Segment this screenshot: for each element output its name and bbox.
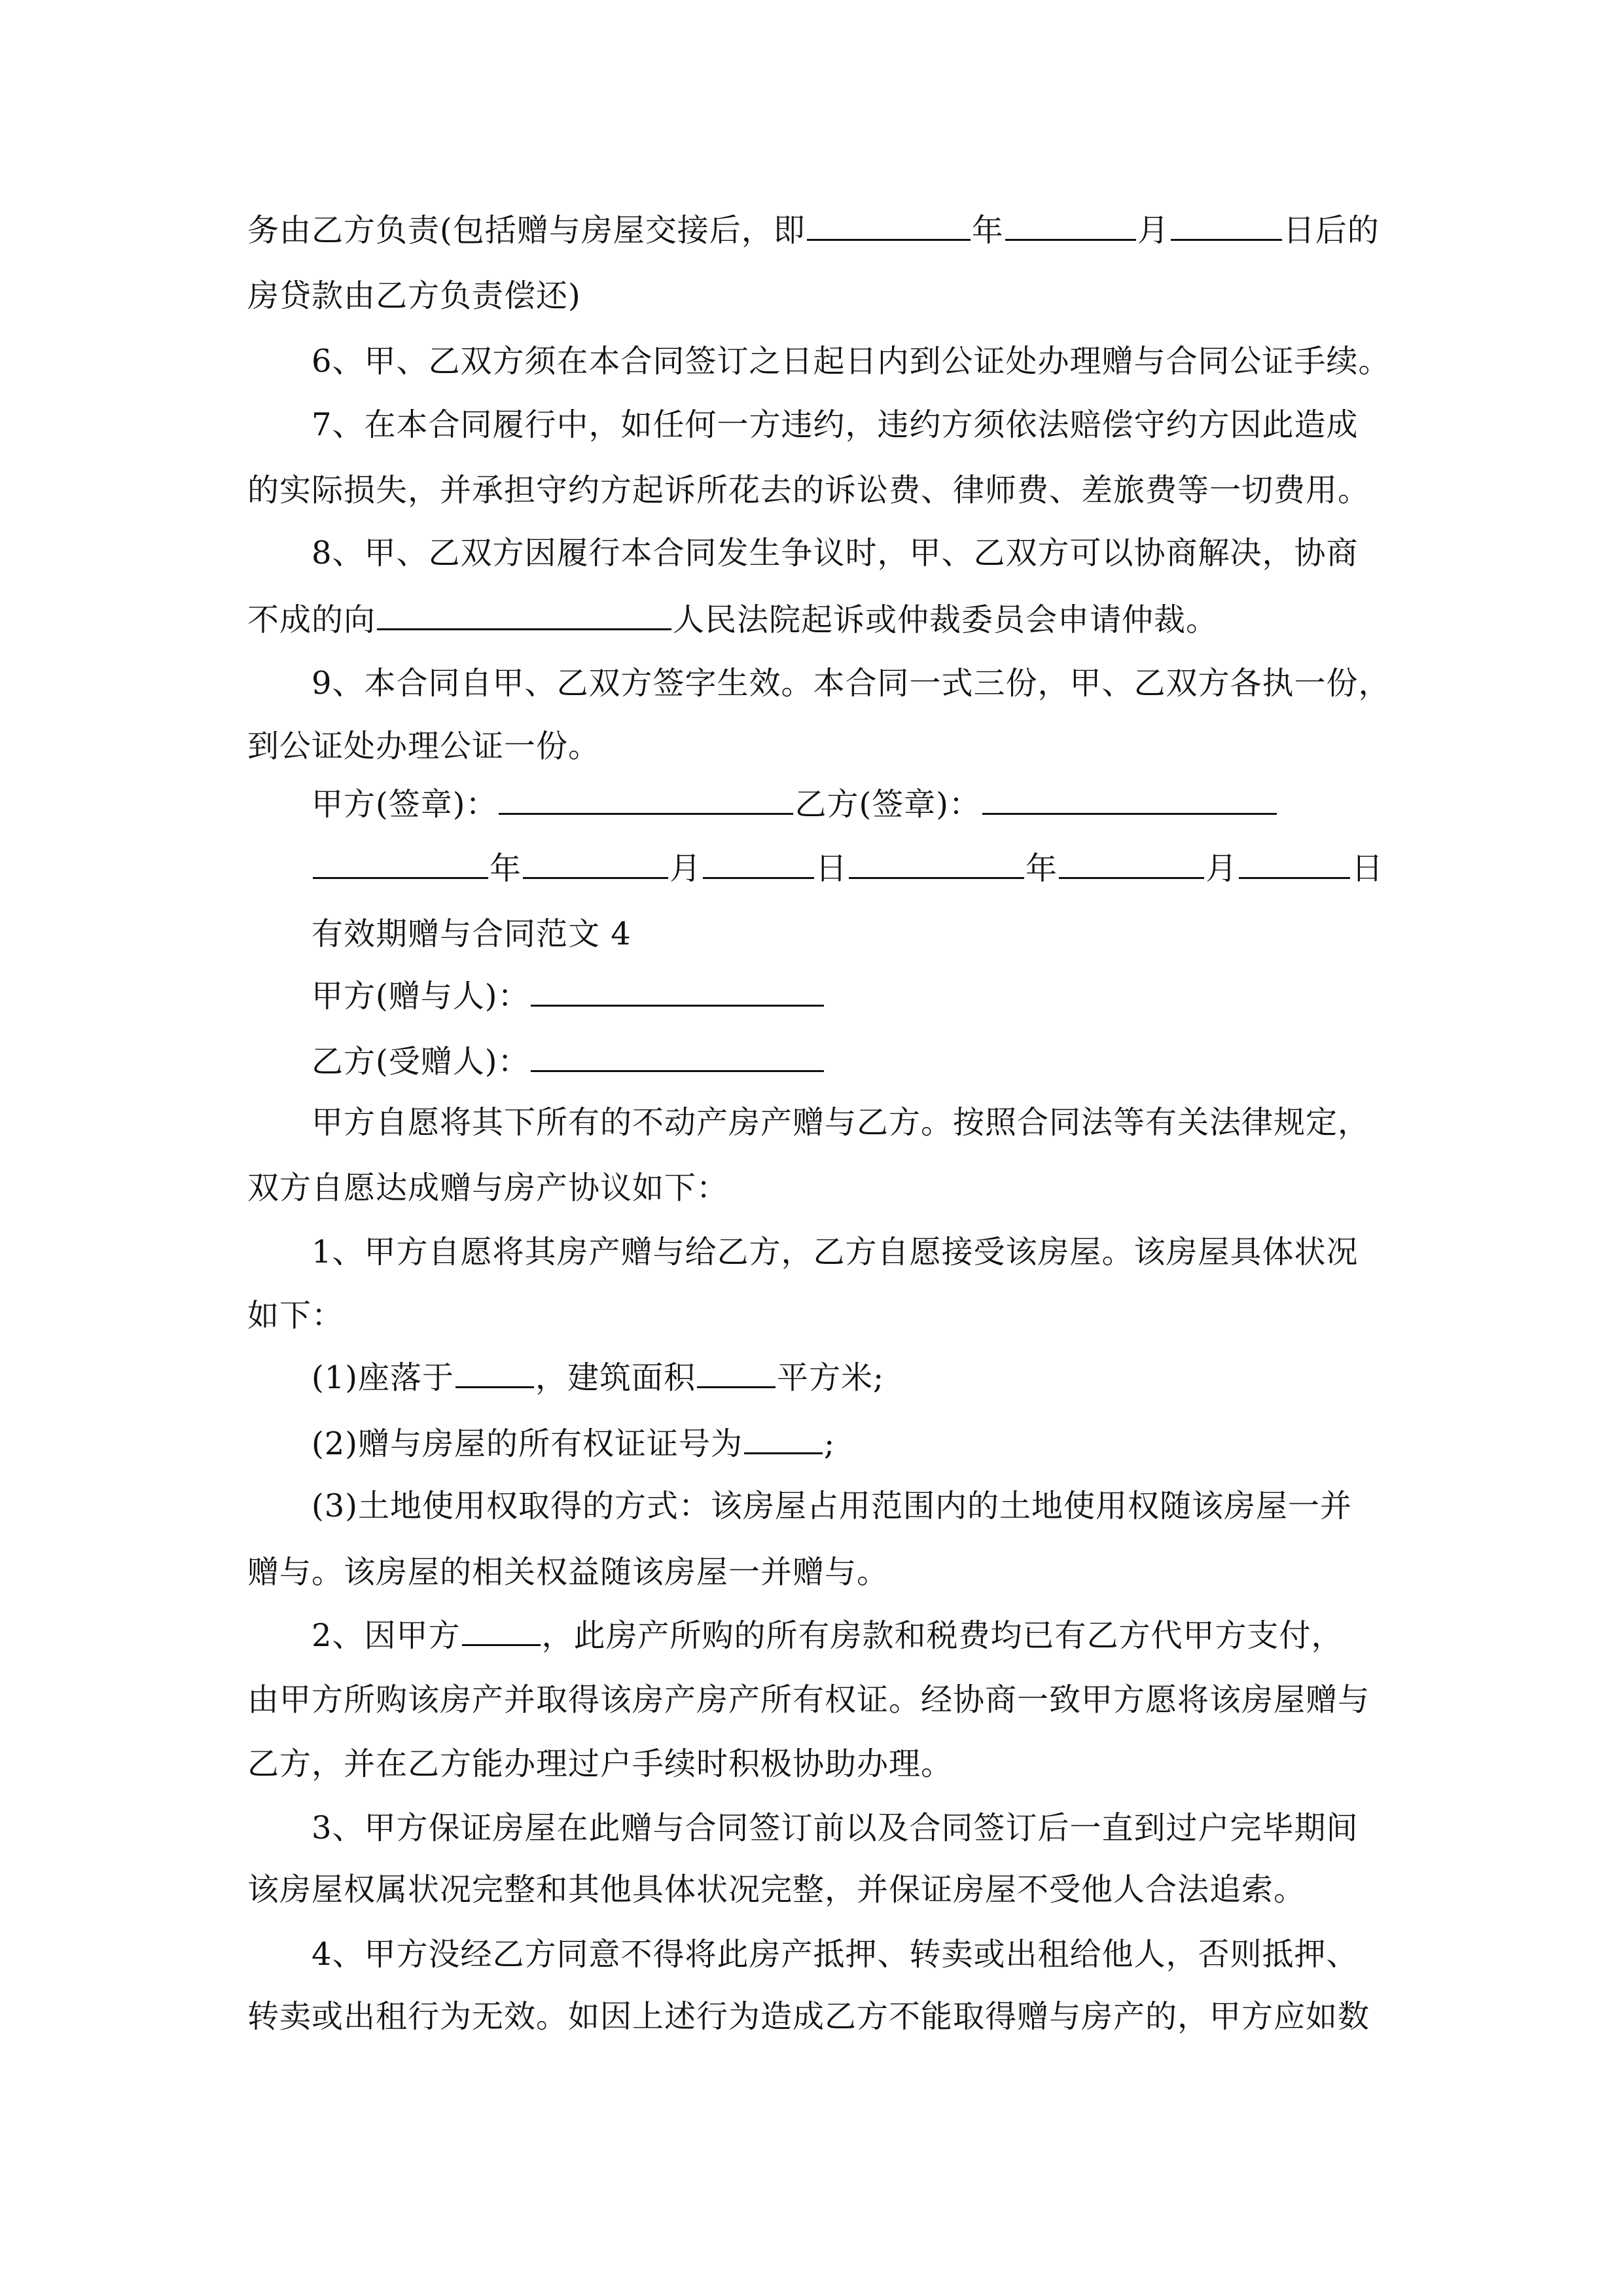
text: 平方米;: [777, 1359, 885, 1396]
intro-line-1: 甲方自愿将其下所有的不动产房产赠与乙方。按照合同法等有关法律规定，: [312, 1104, 1370, 1141]
blank-year[interactable]: [807, 210, 971, 241]
donor-field[interactable]: [531, 976, 824, 1007]
text: (1)座落于: [312, 1359, 454, 1396]
clause-9-line-2: 到公证处办理公证一份。: [247, 728, 601, 764]
party-b-day-field[interactable]: [1239, 848, 1350, 879]
party-a-signature-field[interactable]: [499, 784, 793, 815]
item-3-line-2: 该房屋权属状况完整和其他具体状况完整，并保证房屋不受他人合法追索。: [247, 1871, 1306, 1908]
text: 月: [669, 850, 702, 887]
item-2-line-3: 乙方，并在乙方能办理过户手续时积极协助办理。: [247, 1746, 954, 1782]
item-2-line-2: 由甲方所购该房产并取得该房产房产所有权证。经协商一致甲方愿将该房屋赠与: [247, 1681, 1370, 1718]
signature-row: [312, 784, 1278, 823]
donee-row: [312, 1041, 825, 1081]
text: 人民法院起诉或仲裁委员会申请仲裁。: [673, 601, 1219, 638]
text: 务由乙方负责(包括赠与房屋交接后，即: [247, 212, 806, 249]
text: 2、因甲方: [312, 1617, 461, 1654]
text: 月: [1137, 212, 1169, 249]
item-4-line-2: 转卖或出租行为无效。如因上述行为造成乙方不能取得赠与房产的，甲方应如数: [247, 1998, 1370, 2035]
clause-9-line-1: 9、本合同自甲、乙双方签字生效。本合同一式三份，甲、乙双方各执一份，: [312, 665, 1391, 702]
party-b-signature-label: 乙方(签章)：: [794, 786, 981, 823]
date-row: [312, 848, 1383, 888]
clause-7-line-2: 的实际损失，并承担守约方起诉所花去的诉讼费、律师费、差旅费等一切费用。: [247, 472, 1370, 509]
sub-3-line-1: (3)土地使用权取得的方式：该房屋占用范围内的土地使用权随该房屋一并: [312, 1488, 1352, 1524]
clause-6: 6、甲、乙双方须在本合同签订之日起日内到公证处办理赠与合同公证手续。: [312, 343, 1391, 380]
sub-3-line-2: 赠与。该房屋的相关权益随该房屋一并赠与。: [247, 1554, 889, 1590]
text: (2)赠与房屋的所有权证证号为: [312, 1426, 743, 1462]
blank-month[interactable]: [1005, 210, 1136, 241]
party-a-month-field[interactable]: [523, 848, 668, 879]
certificate-number-field[interactable]: [744, 1424, 823, 1454]
item-3-line-1: 3、甲方保证房屋在此赠与合同签订前以及合同签订后一直到过户完毕期间: [312, 1810, 1359, 1846]
party-b-signature-field[interactable]: [982, 784, 1277, 815]
section-title: 有效期赠与合同范文 4: [312, 916, 632, 952]
clause-7-line-1: 7、在本合同履行中，如任何一方违约，违约方须依法赔偿守约方因此造成: [312, 406, 1359, 443]
intro-line-2: 双方自愿达成赠与房产协议如下：: [247, 1170, 729, 1206]
blank-day[interactable]: [1171, 210, 1282, 241]
party-a-signature-label: 甲方(签章)：: [312, 786, 498, 823]
clause-8-line-1: 8、甲、乙双方因履行本合同发生争议时，甲、乙双方可以协商解决，协商: [312, 535, 1359, 571]
item-1-line-2: 如下：: [247, 1297, 344, 1334]
reason-field[interactable]: [462, 1615, 541, 1646]
text: 年: [1026, 850, 1058, 887]
party-a-year-field[interactable]: [313, 848, 488, 879]
text: 不成的向: [247, 601, 376, 638]
text: 日后的: [1283, 212, 1380, 249]
text: ;: [824, 1426, 836, 1462]
party-b-year-field[interactable]: [849, 848, 1024, 879]
text: 月: [1205, 850, 1238, 887]
donor-label: 甲方(赠与人)：: [312, 978, 530, 1014]
party-a-day-field[interactable]: [703, 848, 814, 879]
blank-court[interactable]: [377, 600, 671, 630]
text: 年: [490, 850, 522, 887]
text-line: 房贷款由乙方负责偿还): [247, 278, 581, 314]
donee-label: 乙方(受赠人)：: [312, 1043, 530, 1080]
text: ，此房产所购的所有房款和税费均已有乙方代甲方支付，: [541, 1617, 1344, 1654]
location-field[interactable]: [455, 1357, 534, 1388]
sub-1: [312, 1357, 884, 1397]
donor-row: [312, 976, 825, 1015]
clause-8-line-2: [247, 600, 1218, 639]
sub-2: [312, 1424, 835, 1463]
text: 日: [1351, 850, 1384, 887]
item-4-line-1: 4、甲方没经乙方同意不得将此房产抵押、转卖或出租给他人，否则抵押、: [312, 1936, 1359, 1973]
area-field[interactable]: [697, 1357, 776, 1388]
item-2-line-1: [312, 1615, 1344, 1655]
party-b-month-field[interactable]: [1059, 848, 1204, 879]
text-line: [247, 210, 1380, 249]
text: 日: [815, 850, 848, 887]
donee-field[interactable]: [531, 1041, 824, 1072]
text: ，建筑面积: [535, 1359, 696, 1396]
item-1-line-1: 1、甲方自愿将其房产赠与给乙方，乙方自愿接受该房屋。该房屋具体状况: [312, 1234, 1359, 1270]
text: 年: [971, 212, 1004, 249]
